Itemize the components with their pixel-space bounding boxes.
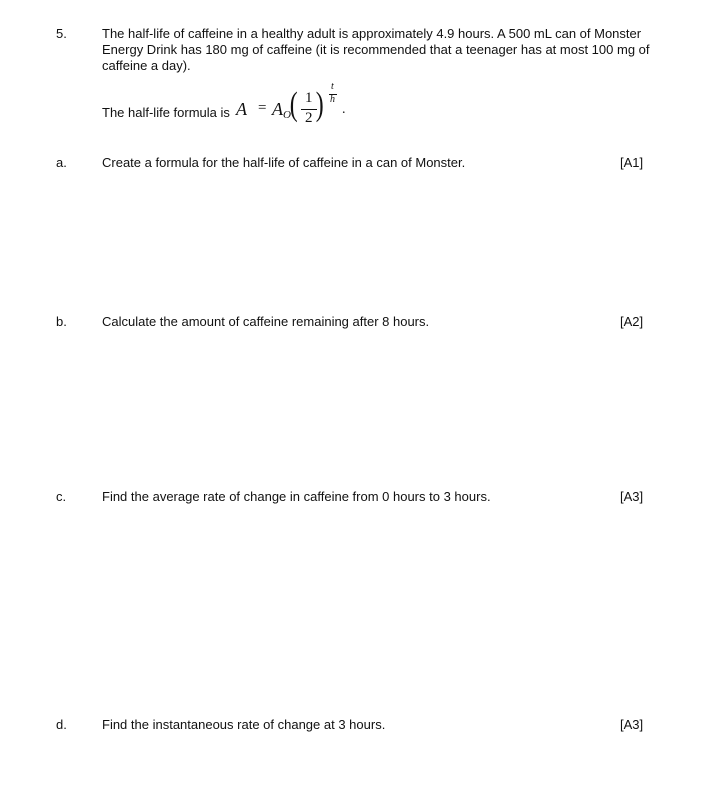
part-d-marks: [A3] xyxy=(620,717,644,732)
part-d-text: Find the instantaneous rate of change at 3 hours. xyxy=(102,717,386,732)
formula-lhs: A xyxy=(236,99,247,119)
formula-equals: = xyxy=(258,100,267,116)
part-b-text: Calculate the amount of caffeine remaining after 8 hours. xyxy=(102,314,430,329)
part-a-marks: [A1] xyxy=(620,155,644,170)
part-b-marks: [A2] xyxy=(620,314,644,329)
intro-line-3: caffeine a day). xyxy=(102,58,191,73)
part-a-text: Create a formula for the half-life of caffeine in a can of Monster. xyxy=(102,155,466,170)
formula-right-paren: ) xyxy=(315,86,324,123)
formula-base-subscript: O xyxy=(283,109,291,121)
part-c-marks: [A3] xyxy=(620,489,644,504)
formula-exponent-denominator: h xyxy=(330,94,335,105)
formula-base: A xyxy=(272,99,283,119)
half-life-formula xyxy=(102,81,362,138)
part-b-letter: b. xyxy=(56,314,67,329)
formula-numerator: 1 xyxy=(305,90,313,106)
part-d-letter: d. xyxy=(56,717,67,732)
part-a-letter: a. xyxy=(56,155,67,170)
intro-line-2: Energy Drink has 180 mg of caffeine (it is recommended that a teenager has at most 100 mg of xyxy=(102,42,650,57)
formula-lead-text: The half-life formula is xyxy=(102,105,230,120)
formula-left-paren: ( xyxy=(289,86,298,123)
part-c-letter: c. xyxy=(56,489,67,504)
intro-line-1: The half-life of caffeine in a healthy adult is approximately 4.9 hours. A 500 mL can of Monster xyxy=(102,26,642,41)
formula-denominator: 2 xyxy=(305,110,313,126)
question-number: 5. xyxy=(56,26,67,41)
formula-exponent-numerator: t xyxy=(331,81,334,92)
part-c-text: Find the average rate of change in caffeine from 0 hours to 3 hours. xyxy=(102,489,491,504)
formula-trailing-period: . xyxy=(342,102,346,117)
